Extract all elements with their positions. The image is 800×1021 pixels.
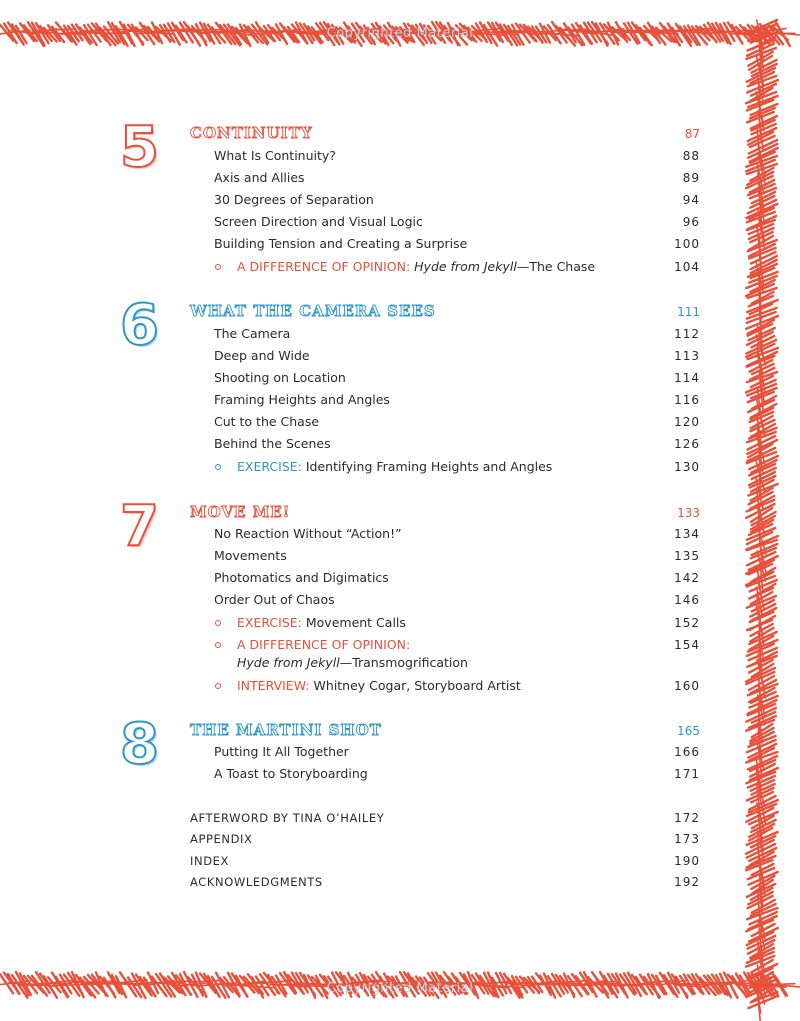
toc-entry[interactable]: The Camera 112 — [214, 326, 700, 341]
back-matter-afterword[interactable]: AFTERWORD BY TINA O’HAILEY 172 — [190, 811, 700, 825]
chapter-title: CONTINUITY — [190, 124, 313, 142]
toc-entry[interactable]: Behind the Scenes 126 — [214, 436, 700, 451]
chapter-page: 133 — [677, 506, 700, 520]
chapter-number: 6 — [120, 293, 159, 358]
chapter-title: MOVE ME! — [190, 503, 291, 521]
toc-entry[interactable]: Photomatics and Digimatics 142 — [214, 570, 700, 585]
toc-entry-feature[interactable]: A DIFFERENCE OF OPINION: Hyde from Jekyll—The Chase 104 — [237, 258, 700, 276]
chapter-title: THE MARTINI SHOT — [190, 721, 382, 739]
toc-entry-feature[interactable]: INTERVIEW: Whitney Cogar, Storyboard Artist 160 — [237, 677, 700, 695]
toc-entry[interactable]: Putting It All Together 166 — [214, 744, 700, 759]
toc-entry[interactable]: Axis and Allies 89 — [214, 170, 700, 185]
toc-entry[interactable]: 30 Degrees of Separation 94 — [214, 192, 700, 207]
toc-entry[interactable]: Cut to the Chase 120 — [214, 414, 700, 429]
bullet-icon — [215, 683, 221, 689]
bullet-icon — [215, 464, 221, 470]
toc-entry-feature[interactable]: A DIFFERENCE OF OPINION: 154 Hyde from Jekyll—Transmogrification — [237, 636, 700, 672]
watermark-top: Copyrighted Material — [326, 26, 474, 41]
toc-entry[interactable]: What Is Continuity? 88 — [214, 148, 700, 163]
back-matter-index[interactable]: INDEX 190 — [190, 854, 700, 868]
back-matter-appendix[interactable]: APPENDIX 173 — [190, 832, 700, 846]
chapter-page: 111 — [677, 305, 700, 319]
chapter-number: 5 — [120, 115, 159, 180]
toc-entry[interactable]: Movements 135 — [214, 548, 700, 563]
chapter-page: 165 — [677, 724, 700, 738]
toc-entry[interactable]: A Toast to Storyboarding 171 — [214, 766, 700, 781]
chapter-number: 8 — [120, 712, 159, 777]
back-matter-acknowledgments[interactable]: ACKNOWLEDGMENTS 192 — [190, 875, 700, 889]
toc-entry[interactable]: Screen Direction and Visual Logic 96 — [214, 214, 700, 229]
toc-entry-feature[interactable]: EXERCISE: Movement Calls 152 — [237, 614, 700, 632]
chapter-title: WHAT THE CAMERA SEES — [190, 302, 436, 320]
toc-entry[interactable]: Order Out of Chaos 146 — [214, 592, 700, 607]
bullet-icon — [215, 264, 221, 270]
toc-entry[interactable]: No Reaction Without “Action!” 134 — [214, 526, 700, 541]
toc-entry[interactable]: Framing Heights and Angles 116 — [214, 392, 700, 407]
chapter-number: 7 — [120, 494, 159, 559]
toc-entry[interactable]: Building Tension and Creating a Surprise 100 — [214, 236, 700, 251]
toc-entry[interactable]: Deep and Wide 113 — [214, 348, 700, 363]
toc-entry-feature[interactable]: EXERCISE: Identifying Framing Heights and Angles 130 — [237, 458, 700, 476]
bullet-icon — [215, 620, 221, 626]
bullet-icon — [215, 642, 221, 648]
chapter-page: 87 — [684, 127, 700, 141]
toc-entry[interactable]: Shooting on Location 114 — [214, 370, 700, 385]
watermark-bottom: Copyrighted Material — [326, 981, 474, 996]
